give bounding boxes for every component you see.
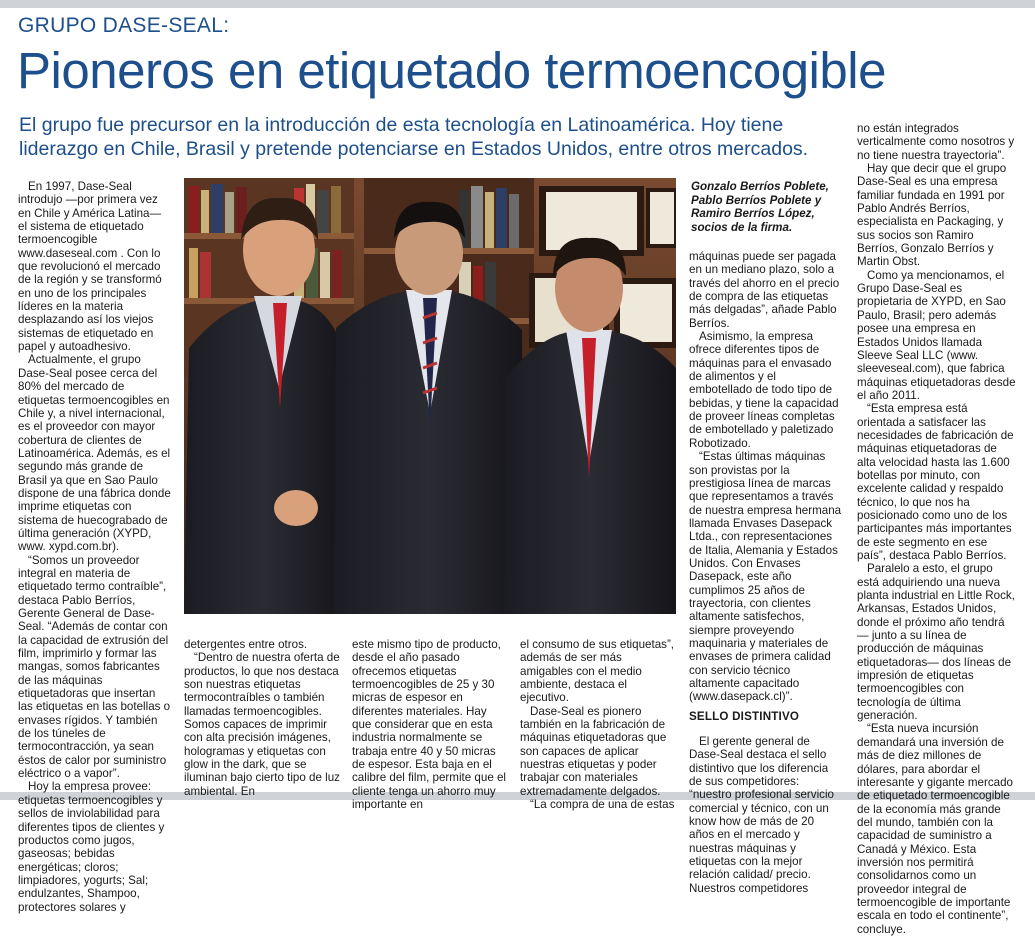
text-column-5 — [689, 250, 842, 895]
paragraph: este mismo tipo de producto, desde el año pasado ofrecemos etiquetas termoencogibles de 25 y 30 micras de espesor en diferentes materiales. Hay que considerar que en esta industria normalmente se trabaja entre 40 y 50 micras de espesor. Esta baja en el calibre del film, permite que el cliente tenga un ahorro muy importante en — [352, 638, 507, 812]
article-photo — [184, 178, 676, 614]
paragraph: En 1997, Dase-Seal introdujo —por primera vez en Chile y América Latina— el sistema de etiquetado termoencogible www.daseseal.com . Con lo que revolucionó el mercado de la región y se transformó en uno de los principales líderes en la materia desplazando así los viejos sistemas de etiquetado en papel y autoadhesivo. — [18, 180, 162, 354]
top-border — [0, 0, 1035, 8]
section-subhead: SELLO DISTINTIVO — [689, 709, 800, 723]
paragraph: detergentes entre otros. — [184, 638, 308, 651]
paragraph: Hay que decir que el grupo Dase-Seal es una empresa familiar fundada en 1991 por Pablo Andrés Berríos, especialista en Packaging, y sus socios son Ramiro Berríos, Gonzalo Berríos y Martin Obst. — [857, 162, 1007, 269]
paragraph: “Somos un proveedor integral en materia de etiquetado termo contraíble”, destaca Pablo Berríos, Gerente General de Dase-Seal. “Además de contar con la capacidad de extrusión del film, imprimirlo y formar las mangas, somos fabricantes de las máquinas etiquetadoras que insertan las etiquetas en las botellas o envases rígidos. Y también de los túneles de termocontracción, ya sean éstos de calor por suministro eléctrico o a vapor”. — [18, 553, 171, 781]
text-column-1 — [18, 180, 173, 914]
paragraph: “Dentro de nuestra oferta de productos, lo que nos destaca son nuestras etiquetas termocontraíbles o también llamadas termoencogibles. Somos capaces de imprimir con alta precisión imágenes, hologramas y etiquetas con glow in the dark, que se iluminan bajo cierto tipo de luz ambiental. En — [184, 651, 340, 798]
paragraph: “Esta empresa está orientada a satisfacer las necesidades de fabricación de máquinas etiquetadoras de alta velocidad hasta las 1.600 botellas por minuto, con excelente calidad y respaldo técnico, lo que nos ha posicionado como uno de los participantes más importantes de este segmento en ese país”, destaca Pablo Berríos. — [857, 402, 1014, 562]
paragraph: máquinas puede ser pagada en un mediano plazo, solo a través del ahorro en el precio de compra de las etiquetas más delgadas”, añade Pablo Berríos. — [689, 250, 840, 330]
paragraph: Actualmente, el grupo Dase-Seal posee cerca del 80% del mercado de etiquetas termoencogibles en Chile y, a nivel internacional, es el proveedor con mayor cobertura de clientes de Latinoamérica. Además, es el segundo más grande de Brasil ya que en Sao Paulo dispone de una fábrica donde imprime etiquetas con sistema de huecograbado de última generación (XYPD, www. xypd.com.br). — [18, 353, 171, 554]
paragraph: Como ya mencionamos, el Grupo Dase-Seal es propietaria de XYPD, en Sao Paulo, Brasil; pero además posee una empresa en Estados Unidos llamada Sleeve Seal LLC (www. sleeveseal.com), que fabrica máquinas etiquetadoras desde el año 2011. — [857, 268, 1016, 402]
article-deck: El grupo fue precursor en la introducción de esta tecnología en Latinoamérica. Hoy tiene liderazgo en Chile, Brasil y pretende potenciarse en Estados Unidos, entre otros mercados. — [19, 114, 809, 160]
photo-caption: Gonzalo Berríos Poblete, Pablo Berríos Poblete y Ramiro Berríos López, socios de la firma. — [691, 180, 829, 234]
text-column-4 — [520, 638, 676, 812]
paragraph: “Estas últimas máquinas son provistas por la prestigiosa línea de marcas que representamos a través de nuestra empresa hermana llamada Envases Dasepack Ltda., con representaciones de Italia, Alemania y Estados Unidos. Con Envases Dasepack, este año cumplimos 25 años de trayectoria, con clientes altamente satisfechos, siempre proveyendo maquinaria y materiales de envases de primera calidad con servicio técnico altamente capacitado (www.dasepack.cl)”. — [689, 450, 842, 704]
paragraph: “La compra de una de estas — [530, 798, 675, 812]
paragraph: Paralelo a esto, el grupo está adquiriendo una nueva planta industrial en Little Rock, Arkansas, Estados Unidos, donde el próximo año tendrá — junto a su línea de producción de máquinas etiquetadoras— dos líneas de impresión de etiquetas termoencogibles con tecnología de última generación. — [857, 562, 1015, 723]
text-column-2 — [184, 638, 340, 798]
photo-illustration — [184, 178, 676, 614]
text-column-3 — [352, 638, 508, 812]
article-headline: Pioneros en etiquetado termoencogible — [17, 42, 886, 99]
text-column-6 — [857, 122, 1017, 936]
paragraph: Dase-Seal es pionero también en la fabricación de máquinas etiquetadoras que son capaces de aplicar nuestras etiquetas y poder trabajar con materiales extremadamente delgados. — [520, 704, 667, 798]
paragraph: El gerente general de Dase-Seal destaca el sello distintivo que los diferencia de sus competidores: “nuestro profesional servicio comercial y técnico, con un know how de más de 20 años en el mercado y nuestras máquinas y etiquetas con la mejor relación calidad/ precio. Nuestros competidores — [689, 735, 834, 895]
paragraph: Asimismo, la empresa ofrece diferentes tipos de máquinas para el envasado de alimentos y el embotellado de todo tipo de bebidas, y tiene la capacidad de proveer líneas completas de embotellado y paletizado Robotizado. — [689, 330, 839, 450]
article-kicker: GRUPO DASE-SEAL: — [18, 14, 230, 37]
paragraph: Hoy la empresa provee: etiquetas termoencogibles y sellos de inviolabilidad para diferentes tipos de clientes y productos como jugos, gaseosas; bebidas energéticas; cloros; limpiadores, yogurts; Sal; endulzantes, Shampoo, protectores solares y — [18, 780, 165, 914]
paragraph: el consumo de sus etiquetas”, además de ser más amigables con el medio ambiente, destaca el ejecutivo. — [520, 638, 675, 705]
paragraph: “Esta nueva incursión demandará una inversión de más de diez millones de dólares, para abordar el interesante y gigante mercado de etiquetado termoencogible de la economía más grande del mundo, también con la capacidad de suministro a Canadá y México. Esta inversión nos permitirá consolidarnos como un proveedor integral de termoencogible de importante escala en todo el continente”, concluye. — [857, 722, 1013, 936]
paragraph: no están integrados verticalmente como nosotros y no tiene nuestra trayectoria”. — [857, 122, 1015, 162]
